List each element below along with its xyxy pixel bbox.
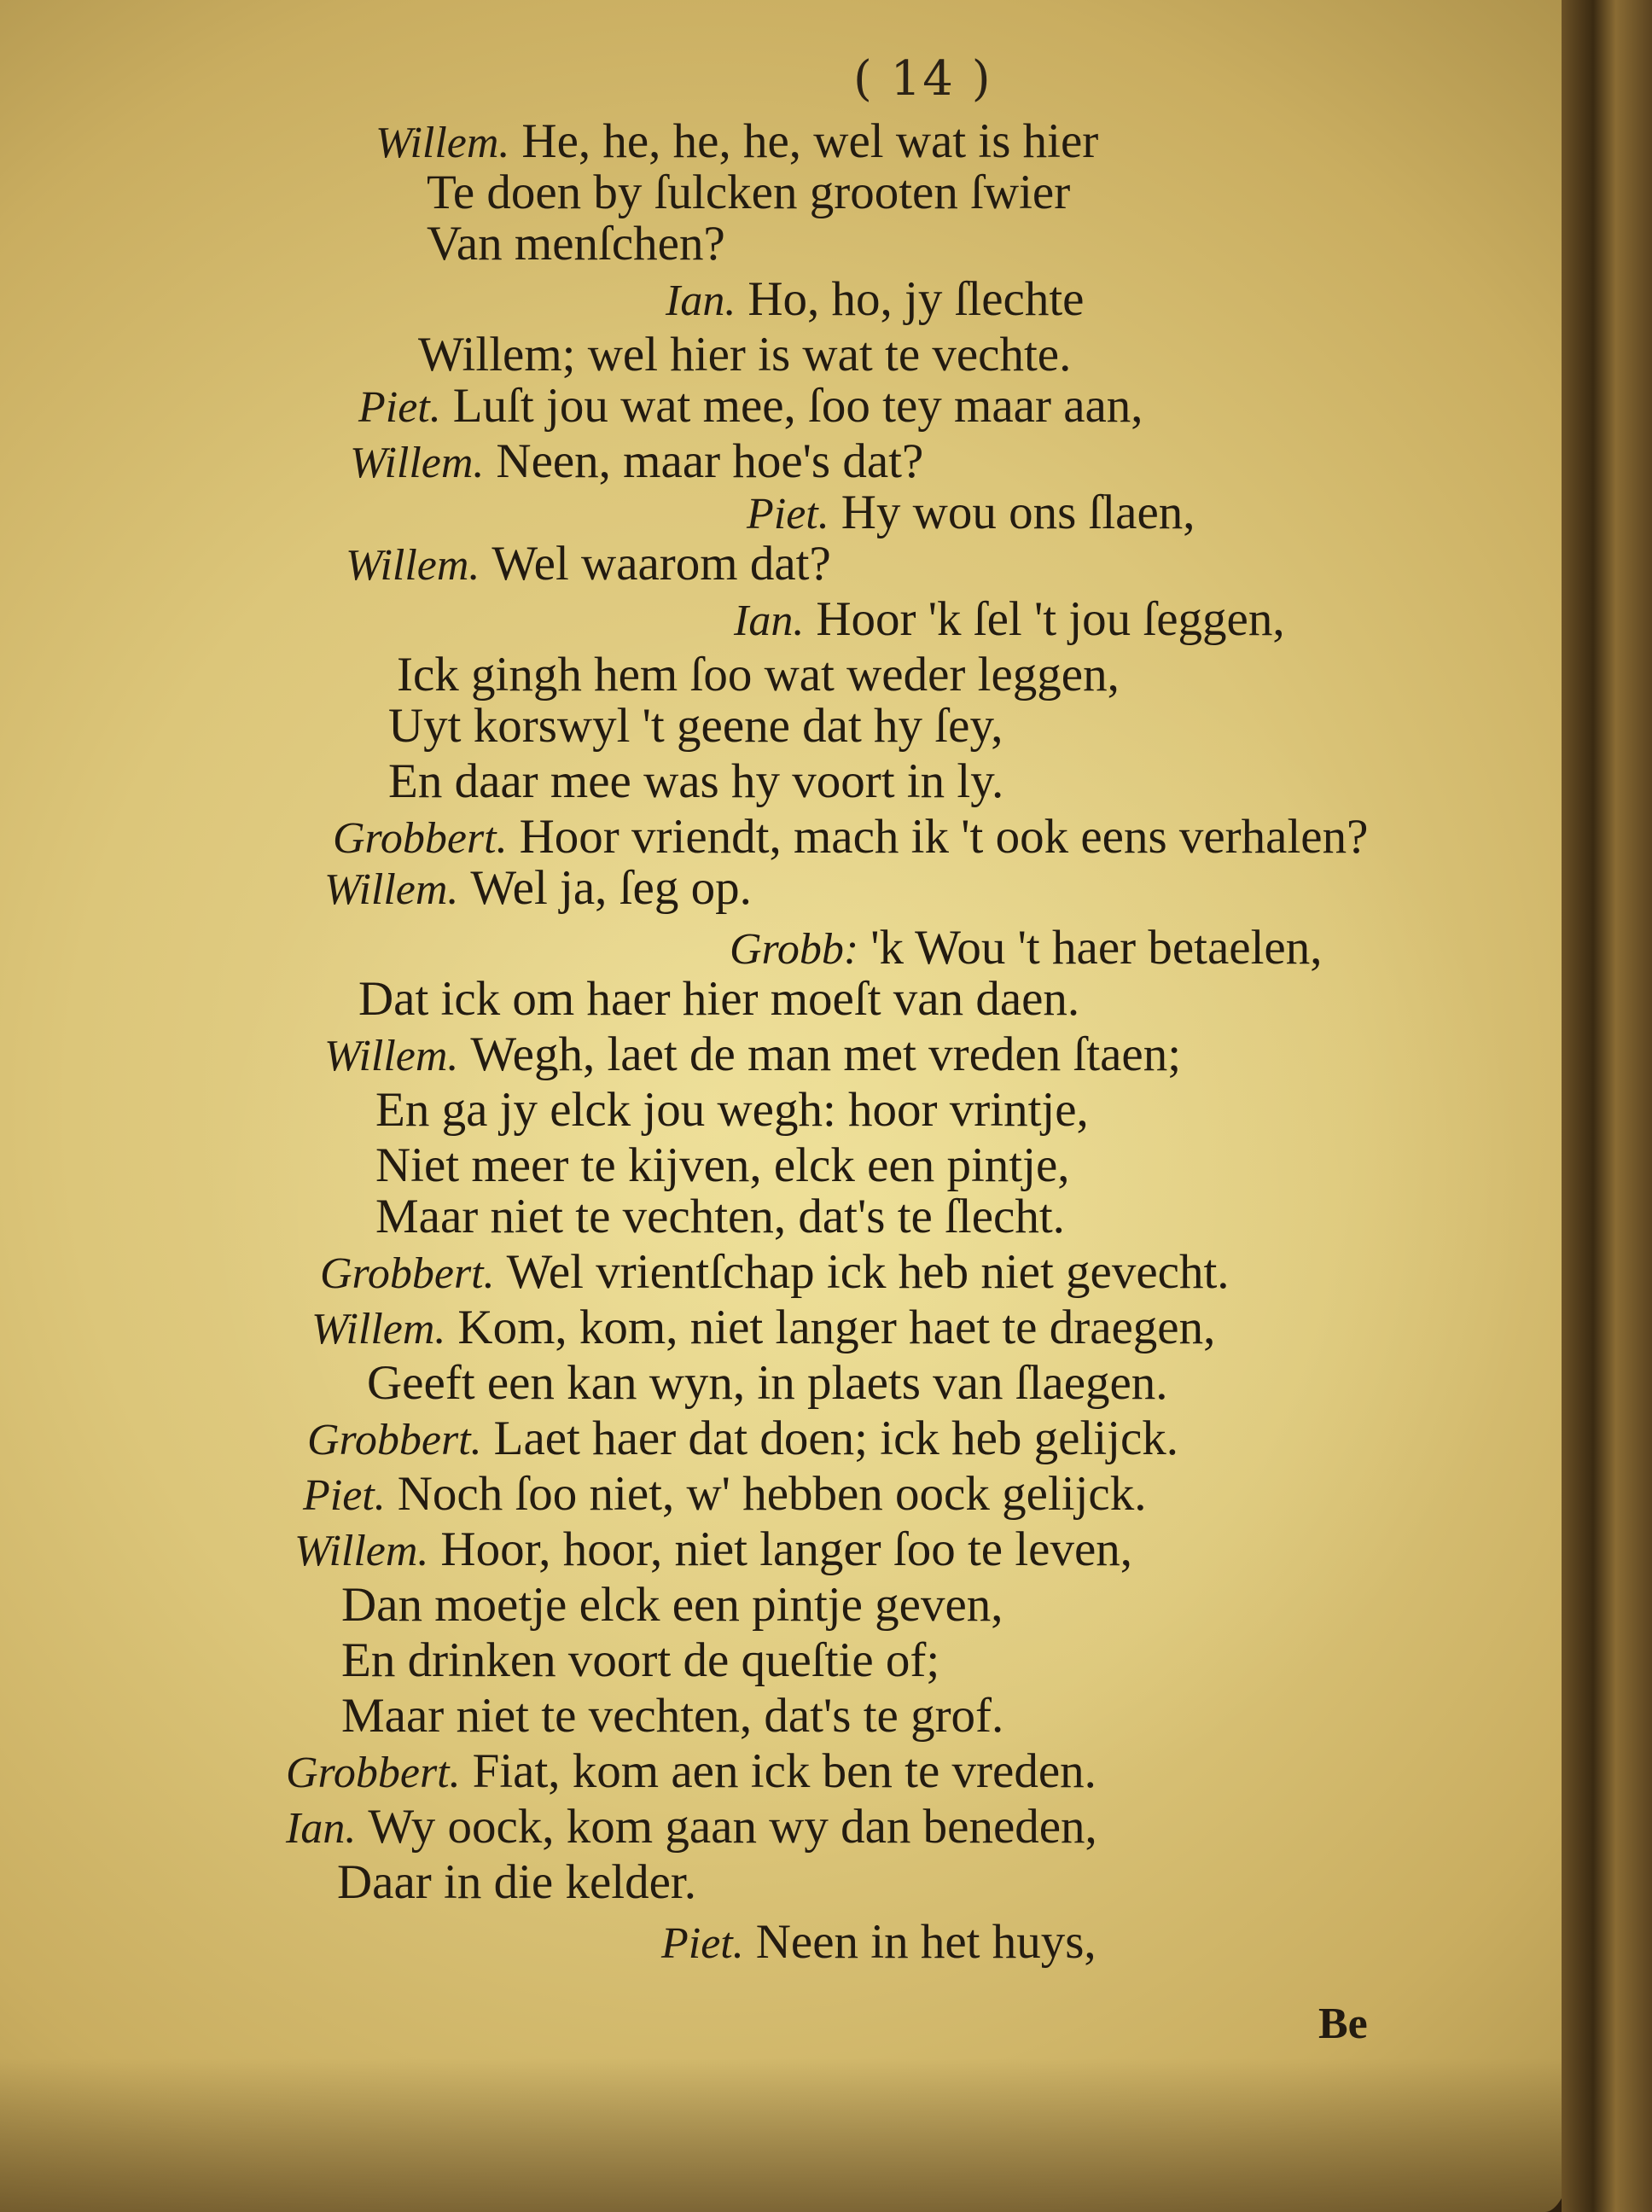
verse-text: Hoor 'k ſel 't jou ſeggen,: [816, 592, 1285, 646]
speaker-name: Grobbert.: [307, 1416, 482, 1464]
verse-text: He, he, he, he, wel wat is hier: [521, 114, 1099, 168]
verse-line: [388, 755, 1003, 808]
verse-line: [341, 1579, 1003, 1632]
speaker-name: Grobb:: [730, 925, 859, 974]
verse-line: [427, 166, 1070, 219]
speaker-name: Willem.: [311, 1305, 446, 1353]
verse-text: Dat ick om haer hier moeſt van daen.: [358, 972, 1080, 1026]
speaker-name: Grobbert.: [286, 1749, 461, 1797]
verse-line: [341, 1690, 1003, 1743]
verse-line: [341, 1634, 939, 1687]
speaker-name: Willem.: [350, 439, 485, 487]
verse-text: Ick gingh hem ſoo wat weder leggen,: [397, 648, 1120, 701]
verse-line: [358, 380, 1143, 434]
verse-line: [311, 1301, 1215, 1356]
verse-text: Geeft een kan wyn, in plaets van ſlaegen.: [367, 1356, 1168, 1410]
verse-text: Uyt korswyl 't geene dat hy ſey,: [388, 699, 1003, 753]
verse-text: Wy oock, kom gaan wy dan beneden,: [368, 1800, 1097, 1854]
verse-text: Laet haer dat doen; ick heb gelijck.: [493, 1412, 1179, 1465]
verse-text: Hoor vriendt, mach ik 't ook eens verhalen?: [519, 810, 1369, 864]
speaker-name: Piet.: [661, 1919, 744, 1968]
verse-text: Neen in het huys,: [755, 1915, 1096, 1969]
speaker-name: Ian.: [734, 597, 805, 645]
verse-text: Wel waarom dat?: [492, 537, 831, 591]
book-gutter: [1562, 0, 1652, 2212]
verse-line: [303, 1468, 1146, 1522]
speaker-name: Willem.: [375, 119, 510, 167]
verse-line: [286, 1745, 1096, 1800]
verse-text: Dan moetje elck een pintje geven,: [341, 1578, 1003, 1632]
verse-text: Kom, kom, niet langer haet te draegen,: [457, 1301, 1216, 1354]
verse-line: [375, 115, 1098, 170]
verse-text: Willem; wel hier is wat te vechte.: [418, 328, 1072, 381]
verse-line: [427, 218, 725, 271]
speaker-name: Grobbert.: [333, 814, 508, 863]
verse-text: Hy wou ons ſlaen,: [841, 486, 1195, 539]
verse-line: [730, 922, 1322, 976]
verse-line: [375, 1084, 1089, 1137]
verse-text: Maar niet te vechten, dat's te ſlecht.: [375, 1190, 1065, 1243]
verse-text: Niet meer te kijven, elck een pintje,: [375, 1138, 1070, 1192]
verse-line: [307, 1412, 1178, 1467]
verse-line: [734, 593, 1285, 648]
speaker-name: Willem.: [346, 541, 480, 590]
verse-text: 'k Wou 't haer betaelen,: [870, 921, 1323, 975]
verse-line: [367, 1357, 1168, 1410]
verse-text: Noch ſoo niet, w' hebben oock gelijck.: [397, 1467, 1147, 1521]
verse-line: [661, 1916, 1096, 1970]
verse-text: Fiat, kom aen ick ben te vreden.: [472, 1744, 1096, 1798]
verse-text: En daar mee was hy voort in ly.: [388, 754, 1004, 808]
verse-text: Hoor, hoor, niet langer ſoo te leven,: [440, 1522, 1133, 1576]
verse-line: [666, 273, 1085, 328]
verse-text: Ho, ho, jy ſlechte: [747, 272, 1085, 326]
verse-text: Van menſchen?: [427, 217, 725, 271]
verse-line: [388, 700, 1003, 753]
verse-line: [286, 1801, 1097, 1855]
verse-line: [375, 1190, 1065, 1243]
speaker-name: Piet.: [303, 1471, 386, 1520]
verse-text: Luſt jou wat mee, ſoo tey maar aan,: [452, 379, 1143, 433]
verse-line: [324, 862, 752, 917]
verse-text: Wel vrientſchap ick heb niet gevecht.: [506, 1245, 1230, 1299]
verse-text: En ga jy elck jou wegh: hoor vrintje,: [375, 1083, 1089, 1137]
verse-text: Wel ja, ſeg op.: [470, 861, 752, 915]
verse-text: Maar niet te vechten, dat's te grof.: [341, 1689, 1004, 1743]
verse-line: [350, 435, 923, 490]
verse-line: [375, 1139, 1070, 1192]
verse-line: [294, 1523, 1132, 1578]
verse-text: Neen, maar hoe's dat?: [496, 434, 924, 488]
verse-line: [346, 538, 831, 592]
speaker-name: Grobbert.: [320, 1249, 495, 1298]
speaker-name: Piet.: [747, 490, 829, 538]
verse-line: [333, 811, 1368, 865]
verse-line: [397, 649, 1120, 701]
speaker-name: Ian.: [286, 1804, 357, 1853]
speaker-name: Piet.: [358, 383, 441, 432]
verse-line: [358, 973, 1079, 1026]
verse-text: Daar in die kelder.: [337, 1855, 696, 1909]
speaker-name: Willem.: [324, 1032, 459, 1080]
verse-text: Te doen by ſulcken grooten ſwier: [427, 166, 1071, 219]
speaker-name: Ian.: [666, 276, 736, 325]
verse-line: [324, 1028, 1181, 1083]
page-number: ( 14 ): [853, 51, 992, 107]
speaker-name: Willem.: [294, 1527, 429, 1575]
verse-line: [320, 1246, 1230, 1301]
catchword: Be: [1318, 2000, 1368, 2048]
verse-text: Wegh, laet de man met vreden ſtaen;: [470, 1027, 1182, 1081]
verse-line: [418, 329, 1071, 381]
verse-text: En drinken voort de queſtie of;: [341, 1633, 940, 1687]
speaker-name: Willem.: [324, 865, 459, 914]
verse-line: [337, 1856, 696, 1909]
verse-line: [747, 486, 1195, 541]
